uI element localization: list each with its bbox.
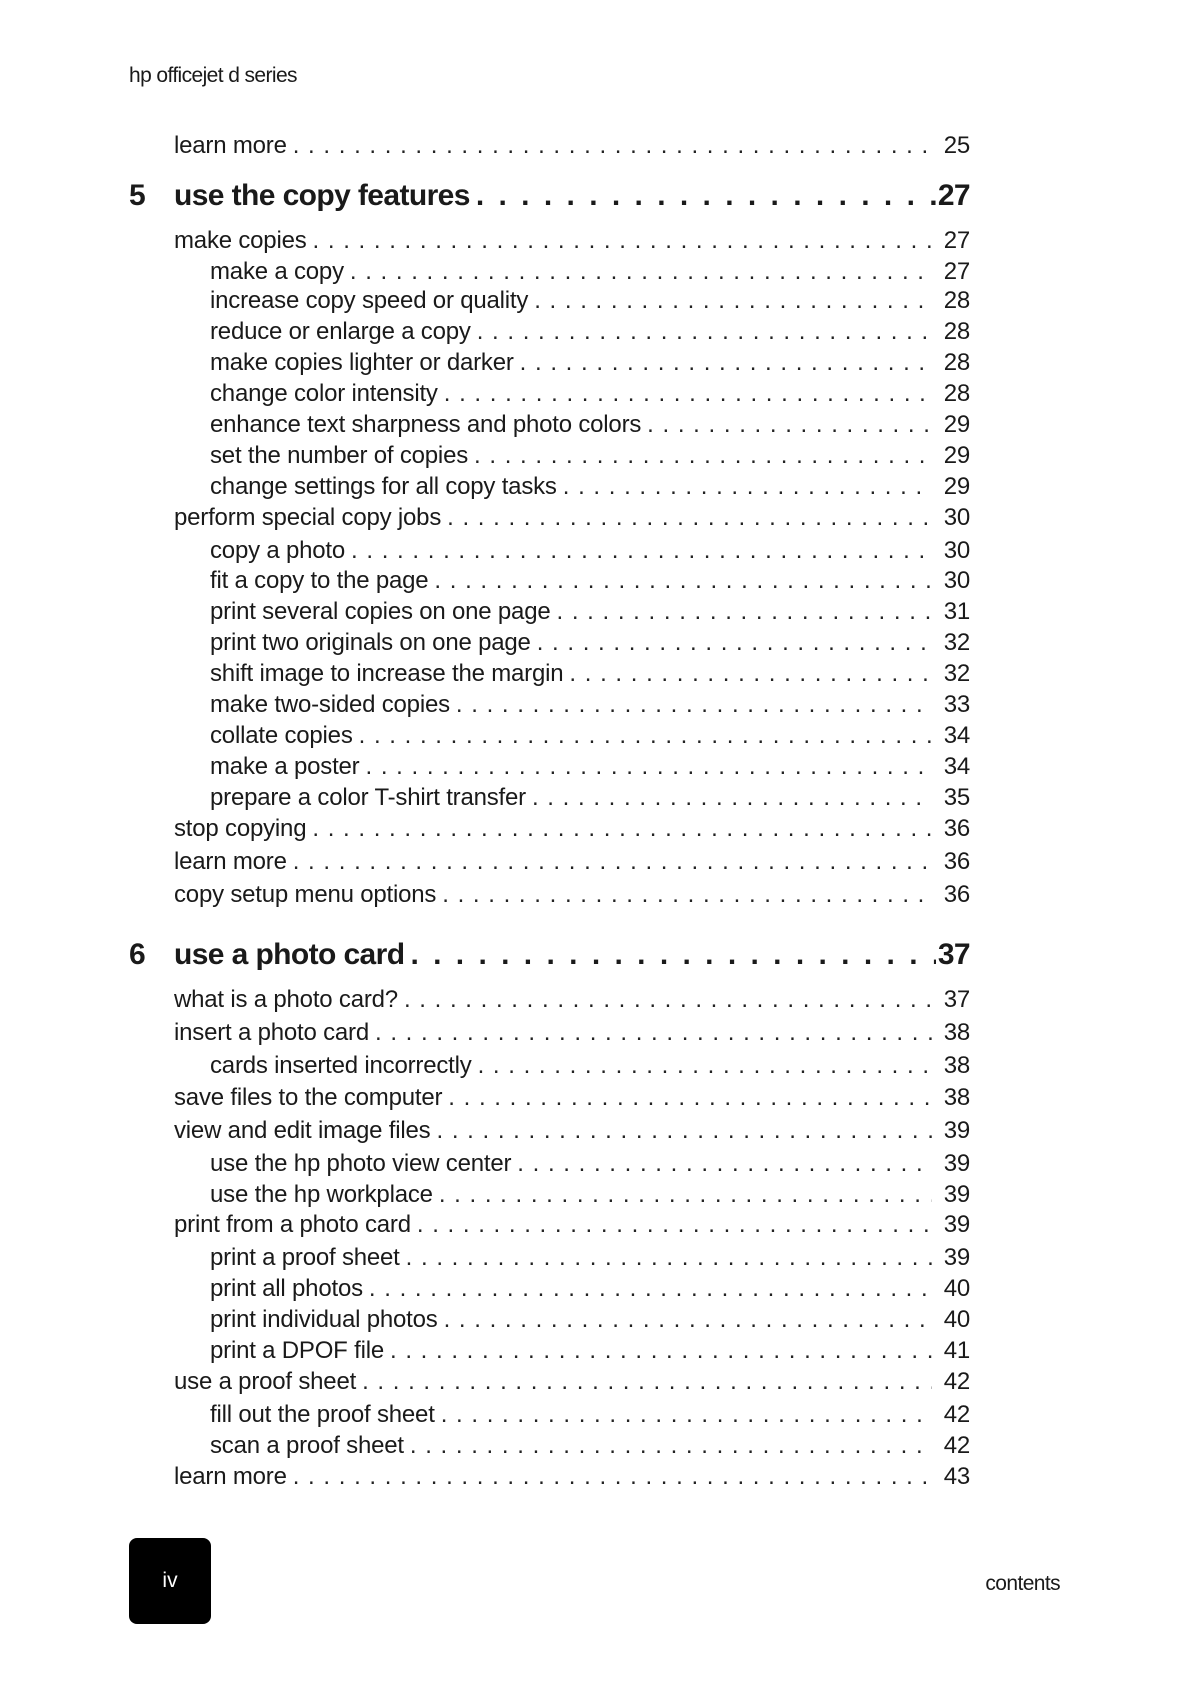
toc-entry-label: print from a photo card <box>174 1211 411 1238</box>
toc-entry-label: copy setup menu options <box>174 881 437 908</box>
toc-entry-page: 38 <box>943 1019 970 1046</box>
toc-subentry[interactable] <box>210 537 970 569</box>
toc-entry-label: insert a photo card <box>174 1019 369 1046</box>
toc-subentry[interactable] <box>210 380 970 412</box>
dot-leader <box>293 848 932 876</box>
toc-entry-page: 27 <box>943 227 970 254</box>
toc-entry-label: print two originals on one page <box>210 629 531 656</box>
dot-leader <box>477 318 932 346</box>
toc-entry-page: 33 <box>943 691 970 718</box>
page-number: iv <box>162 1569 178 1592</box>
dot-leader <box>534 287 932 315</box>
toc-entry-label: stop copying <box>174 815 307 842</box>
toc-entry-page: 39 <box>943 1150 970 1177</box>
toc-entry[interactable] <box>174 227 970 259</box>
toc-entry-label: cards inserted incorrectly <box>210 1052 472 1079</box>
toc-entry-label: learn more <box>174 1463 287 1490</box>
chapter-title: use the copy features <box>174 179 470 212</box>
toc-subentry[interactable] <box>210 411 970 443</box>
toc-entry-label: prepare a color T-shirt transfer <box>210 784 526 811</box>
toc-entry-page: 38 <box>943 1052 970 1079</box>
toc-entry-page: 36 <box>943 881 970 908</box>
toc-entry-label: print several copies on one page <box>210 598 551 625</box>
toc-entry-label: make two-sided copies <box>210 691 450 718</box>
toc-subentry[interactable] <box>210 784 970 816</box>
dot-leader <box>406 1244 932 1272</box>
toc-entry-page: 30 <box>943 567 970 594</box>
dot-leader <box>476 179 936 213</box>
dot-leader <box>436 1117 932 1145</box>
toc-subentry[interactable] <box>210 1275 970 1307</box>
dot-leader <box>350 258 932 286</box>
dot-leader <box>569 660 932 688</box>
toc-entry[interactable] <box>174 1368 970 1400</box>
dot-leader <box>478 1052 932 1080</box>
toc-entry-label: set the number of copies <box>210 442 469 469</box>
dot-leader <box>375 1019 932 1047</box>
dot-leader <box>557 598 933 626</box>
toc-entry-page: 32 <box>943 629 970 656</box>
toc-entry-label: use a proof sheet <box>174 1368 357 1395</box>
toc-entry-page: 25 <box>943 132 970 159</box>
chapter-number: 5 <box>129 179 146 212</box>
dot-leader <box>439 1181 932 1209</box>
toc-entry-page: 28 <box>943 380 970 407</box>
toc-entry[interactable] <box>174 1084 970 1116</box>
toc-entry[interactable] <box>174 815 970 847</box>
dot-leader <box>313 227 932 255</box>
toc-subentry[interactable] <box>210 1150 970 1182</box>
toc-entry-label: make a poster <box>210 753 360 780</box>
toc-entry-page: 40 <box>943 1275 970 1302</box>
toc-subentry[interactable] <box>210 567 970 599</box>
toc-entry-page: 39 <box>943 1117 970 1144</box>
toc-entry-label: shift image to increase the margin <box>210 660 564 687</box>
toc-entry-page: 27 <box>943 258 970 285</box>
toc-subentry[interactable] <box>210 1306 970 1338</box>
dot-leader <box>417 1211 932 1239</box>
dot-leader <box>448 1084 932 1112</box>
toc-entry-label: make copies <box>174 227 307 254</box>
toc-entry-page: 30 <box>943 537 970 564</box>
toc-entry-page: 34 <box>943 753 970 780</box>
toc-entry-page: 28 <box>943 349 970 376</box>
toc-entry-label: use the hp workplace <box>210 1181 433 1208</box>
dot-leader <box>410 1432 932 1460</box>
toc-entry-label: print a proof sheet <box>210 1244 400 1271</box>
chapter-heading[interactable] <box>129 938 970 978</box>
chapter-page: 27 <box>937 179 970 212</box>
toc-entry-label: make a copy <box>210 258 344 285</box>
toc-entry-page: 43 <box>943 1463 970 1490</box>
footer-section-label: contents <box>985 1572 1060 1595</box>
toc-entry-page: 41 <box>943 1337 970 1364</box>
toc-entry-label: save files to the computer <box>174 1084 443 1111</box>
dot-leader <box>532 784 932 812</box>
running-header: hp officejet d series <box>129 64 297 87</box>
toc-entry-page: 35 <box>943 784 970 811</box>
dot-leader <box>474 442 932 470</box>
toc-entry-page: 39 <box>943 1181 970 1208</box>
toc-entry-label: print a DPOF file <box>210 1337 384 1364</box>
dot-leader <box>293 1463 932 1491</box>
toc-entry-page: 30 <box>943 504 970 531</box>
toc-entry[interactable] <box>174 986 970 1018</box>
toc-subentry[interactable] <box>210 318 970 350</box>
dot-leader <box>563 473 932 501</box>
dot-leader <box>410 938 935 972</box>
toc-entry-page: 29 <box>943 473 970 500</box>
toc-entry[interactable] <box>174 1117 970 1149</box>
chapter-number: 6 <box>129 938 146 971</box>
toc-subentry[interactable] <box>210 1401 970 1433</box>
toc-entry[interactable] <box>174 881 970 913</box>
toc-entry-label: view and edit image files <box>174 1117 431 1144</box>
toc-subentry[interactable] <box>210 691 970 723</box>
toc-subentry[interactable] <box>210 349 970 381</box>
toc-entry-page: 29 <box>943 442 970 469</box>
toc-entry-page: 42 <box>943 1401 970 1428</box>
dot-leader <box>365 753 932 781</box>
dot-leader <box>390 1337 932 1365</box>
dot-leader <box>517 1150 932 1178</box>
toc-entry-label: fit a copy to the page <box>210 567 429 594</box>
toc-entry-label: learn more <box>174 848 287 875</box>
dot-leader <box>444 1306 932 1334</box>
dot-leader <box>359 722 932 750</box>
toc-entry-label: reduce or enlarge a copy <box>210 318 471 345</box>
toc-entry-label: make copies lighter or darker <box>210 349 514 376</box>
toc-entry[interactable] <box>174 1019 970 1051</box>
toc-subentry[interactable] <box>210 1052 970 1084</box>
toc-entry-page: 28 <box>943 287 970 314</box>
toc-subentry[interactable] <box>210 629 970 661</box>
toc-entry-page: 39 <box>943 1211 970 1238</box>
toc-entry-page: 37 <box>943 986 970 1013</box>
toc-entry-page: 29 <box>943 411 970 438</box>
toc-entry-page: 38 <box>943 1084 970 1111</box>
toc-entry-page: 31 <box>943 598 970 625</box>
toc-entry-page: 39 <box>943 1244 970 1271</box>
toc-entry-label: use the hp photo view center <box>210 1150 512 1177</box>
toc-subentry[interactable] <box>210 287 970 319</box>
toc-subentry[interactable] <box>210 598 970 630</box>
toc-entry[interactable] <box>174 848 970 880</box>
toc-subentry[interactable] <box>210 722 970 754</box>
toc-entry-label: copy a photo <box>210 537 346 564</box>
toc-entry-label: fill out the proof sheet <box>210 1401 435 1428</box>
toc-subentry[interactable] <box>210 473 970 505</box>
dot-leader <box>444 380 932 408</box>
toc-entry-page: 34 <box>943 722 970 749</box>
toc-subentry[interactable] <box>210 442 970 474</box>
dot-leader <box>362 1368 932 1396</box>
toc-entry-label: collate copies <box>210 722 353 749</box>
dot-leader <box>351 537 932 565</box>
dot-leader <box>520 349 932 377</box>
toc-subentry[interactable] <box>210 753 970 785</box>
dot-leader <box>456 691 932 719</box>
toc-entry-label: change settings for all copy tasks <box>210 473 557 500</box>
toc-subentry[interactable] <box>210 1244 970 1276</box>
dot-leader <box>447 504 932 532</box>
dot-leader <box>442 881 932 909</box>
dot-leader <box>647 411 932 439</box>
toc-entry-label: change color intensity <box>210 380 438 407</box>
toc-entry[interactable] <box>174 504 970 536</box>
dot-leader <box>441 1401 932 1429</box>
toc-entry-page: 40 <box>943 1306 970 1333</box>
toc-entry-label: enhance text sharpness and photo colors <box>210 411 642 438</box>
toc-subentry[interactable] <box>210 660 970 692</box>
chapter-page: 37 <box>937 938 970 971</box>
toc-entry-label: scan a proof sheet <box>210 1432 404 1459</box>
toc-entry-page: 36 <box>943 815 970 842</box>
toc-subentry[interactable] <box>210 1432 970 1464</box>
toc-entry-label: perform special copy jobs <box>174 504 442 531</box>
toc-subentry[interactable] <box>210 1337 970 1369</box>
toc-entry-page: 36 <box>943 848 970 875</box>
toc-entry-page: 42 <box>943 1432 970 1459</box>
toc-entry[interactable] <box>174 1463 970 1495</box>
dot-leader <box>293 132 932 160</box>
dot-leader <box>404 986 932 1014</box>
toc-entry-label: increase copy speed or quality <box>210 287 529 314</box>
chapter-heading[interactable] <box>129 179 970 219</box>
dot-leader <box>537 629 932 657</box>
dot-leader <box>312 815 932 843</box>
toc-entry-label: what is a photo card? <box>174 986 398 1013</box>
toc-entry[interactable] <box>174 1211 970 1243</box>
chapter-title: use a photo card <box>174 938 405 971</box>
toc-subentry[interactable] <box>210 258 970 290</box>
toc-entry-page: 32 <box>943 660 970 687</box>
toc-subentry[interactable] <box>210 1181 970 1213</box>
toc-entry-label: learn more <box>174 132 287 159</box>
toc-entry[interactable] <box>174 132 970 164</box>
toc-entry-label: print all photos <box>210 1275 363 1302</box>
dot-leader <box>369 1275 932 1303</box>
page-number-tab <box>129 1538 211 1624</box>
dot-leader <box>434 567 932 595</box>
toc-entry-page: 42 <box>943 1368 970 1395</box>
toc-entry-page: 28 <box>943 318 970 345</box>
toc-entry-label: print individual photos <box>210 1306 438 1333</box>
